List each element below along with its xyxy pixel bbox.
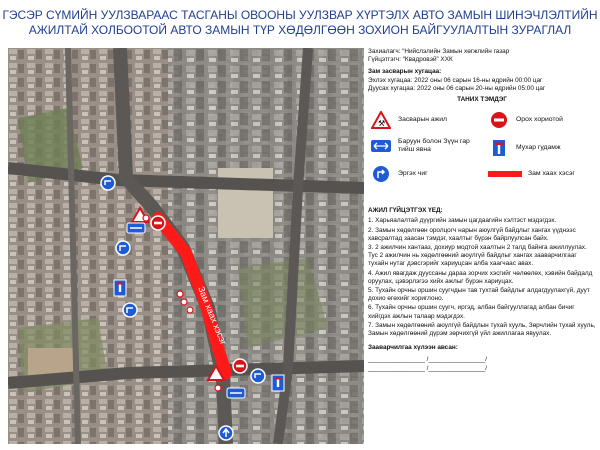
rule-item: 2. Замын хөдөлгөөн оролцогч нарын аюулгүй байдлыг хангах үүднээс хавсралтад заасан тэмдэг, хаалтыг бүрэн байрлуулсан байх. bbox=[368, 226, 576, 242]
no-entry-sign-icon bbox=[488, 111, 510, 129]
client-text: Захиалагч: “Нийслэлийн Замын хөгжлийн газар bbox=[368, 48, 510, 55]
map-canvas bbox=[8, 48, 364, 444]
legend-heading: ТАНИХ ТЭМДЭГ bbox=[457, 96, 507, 104]
detour-sign bbox=[116, 241, 130, 255]
detour-sign bbox=[101, 176, 115, 190]
road-closure-label: Зам хаах хэсэг bbox=[196, 285, 229, 347]
detour-sign bbox=[219, 426, 233, 440]
legend bbox=[368, 109, 596, 207]
start-date: Эхлэх хугацаа: 2022 оны 06 сарын 16-ны өдрийн 00:00 цаг bbox=[368, 76, 543, 84]
no-entry-sign bbox=[233, 359, 247, 373]
no-entry-sign bbox=[151, 216, 165, 230]
signature-line-1[interactable]: ________________ /________________/ bbox=[368, 356, 488, 364]
end-date: Дуусах хугацаа: 2022 оны 06 сарын 20-ны өдрийн 05:00 цаг bbox=[368, 84, 546, 92]
rule-item: 6. Тухайн орчны оршин суугч, иргэд, албан байгууллагад албан бичиг хийгдэх ажлын талаар мэдэгдэх. bbox=[368, 304, 575, 320]
road-closure-bar-icon bbox=[488, 165, 522, 183]
signature-label: Зааварчилгаа хүлээн авсан: bbox=[368, 344, 458, 352]
rule-item: 4. Ажил явагдаж дууссаны дараа зорчих хэсгийг чөлөөлөх, хэвийн байдалд оруулах, цэвэрлэгээ хийх ажлыг бүрэн хариуцах. bbox=[368, 269, 593, 285]
legend-item-road-closure: Зам хаах хэсэг bbox=[488, 165, 575, 183]
info-panel bbox=[368, 48, 596, 446]
contractor-text: Гүйцэтгэгч: “Квадровэй” ХХК bbox=[368, 56, 453, 64]
legend-item-keep-left-right: Баруун болон Зүүн гар тийш явна bbox=[370, 137, 485, 155]
rules-section bbox=[368, 207, 596, 338]
rule-item: 5. Тухайн орчны оршин суугчдын тав тухтай байдлыг алдагдуулахгүй, дуут дохио өгөхийг хориглоно. bbox=[368, 287, 590, 303]
dead-end-sign bbox=[114, 280, 126, 296]
map-title bbox=[0, 8, 600, 38]
rule-item: 7. Замын хөдөлгөөний аюулгүй байдлын тухай хууль, Зөрчлийн тухай хууль, Замын хөдөлгөөний дүрэм зөрчихгүй үйл ажиллагаа явуулах. bbox=[368, 321, 596, 338]
legend-item-dead-end: Мухар гудамж bbox=[488, 139, 561, 157]
rule-item: 1. Харьяалалтай дүүргийн замын цагдаагийн хэлтэст мэдэгдэх. bbox=[368, 217, 557, 225]
legend-item-detour: Эргэх чиг bbox=[370, 165, 428, 183]
aerial-map[interactable] bbox=[8, 48, 364, 444]
legend-item-roadwork: ⚒ Засварын ажил bbox=[370, 111, 447, 129]
svg-text:⚒: ⚒ bbox=[378, 119, 386, 129]
signature-block bbox=[368, 344, 596, 373]
period-heading: Зам засварын хугацаа: bbox=[368, 68, 442, 76]
keep-left-right-sign-icon bbox=[370, 137, 392, 155]
signature-line-2[interactable]: ________________ /________________/ bbox=[368, 364, 488, 372]
detour-sign-icon bbox=[370, 165, 392, 183]
detour-sign bbox=[123, 303, 137, 317]
title-line-1: ГЭСЭР СҮМИЙН УУЛЗВАРААС ТАСГАНЫ ОВООНЫ УУЛЗВАР ХҮРТЭЛХ АВТО ЗАМЫН ШИНЭЧЛЭЛТИЙН bbox=[2, 8, 598, 22]
rule-item: 3. 2 ажилчин хантааз, дохиур модтой хаалтын 2 талд байнга ажиллуулах. Тус 2 ажилчин нь хөдөлгөөний аюулгүй байдлыг хангах зааварчилгааг тухайн нутаг дэвсгэрийг хариуцсан алба хаагчаас авах. bbox=[368, 244, 587, 268]
roadwork-sign-icon bbox=[370, 111, 392, 129]
title-line-2: АЖИЛТАЙ ХОЛБООТОЙ АВТО ЗАМЫН ТҮР ХӨДӨЛГӨӨН ЗОХИОН БАЙГУУЛАЛТЫН ЗУРАГЛАЛ bbox=[28, 23, 572, 37]
keep-left-right-sign bbox=[127, 223, 145, 233]
detour-sign bbox=[251, 369, 265, 383]
legend-item-no-entry: Орох хориотой bbox=[488, 111, 563, 129]
keep-left-right-sign bbox=[227, 388, 245, 398]
rules-heading: АЖИЛ ГҮЙЦЭТГЭХ ҮЕД: bbox=[368, 207, 443, 215]
dead-end-sign bbox=[272, 375, 284, 391]
dead-end-sign-icon bbox=[488, 139, 510, 157]
